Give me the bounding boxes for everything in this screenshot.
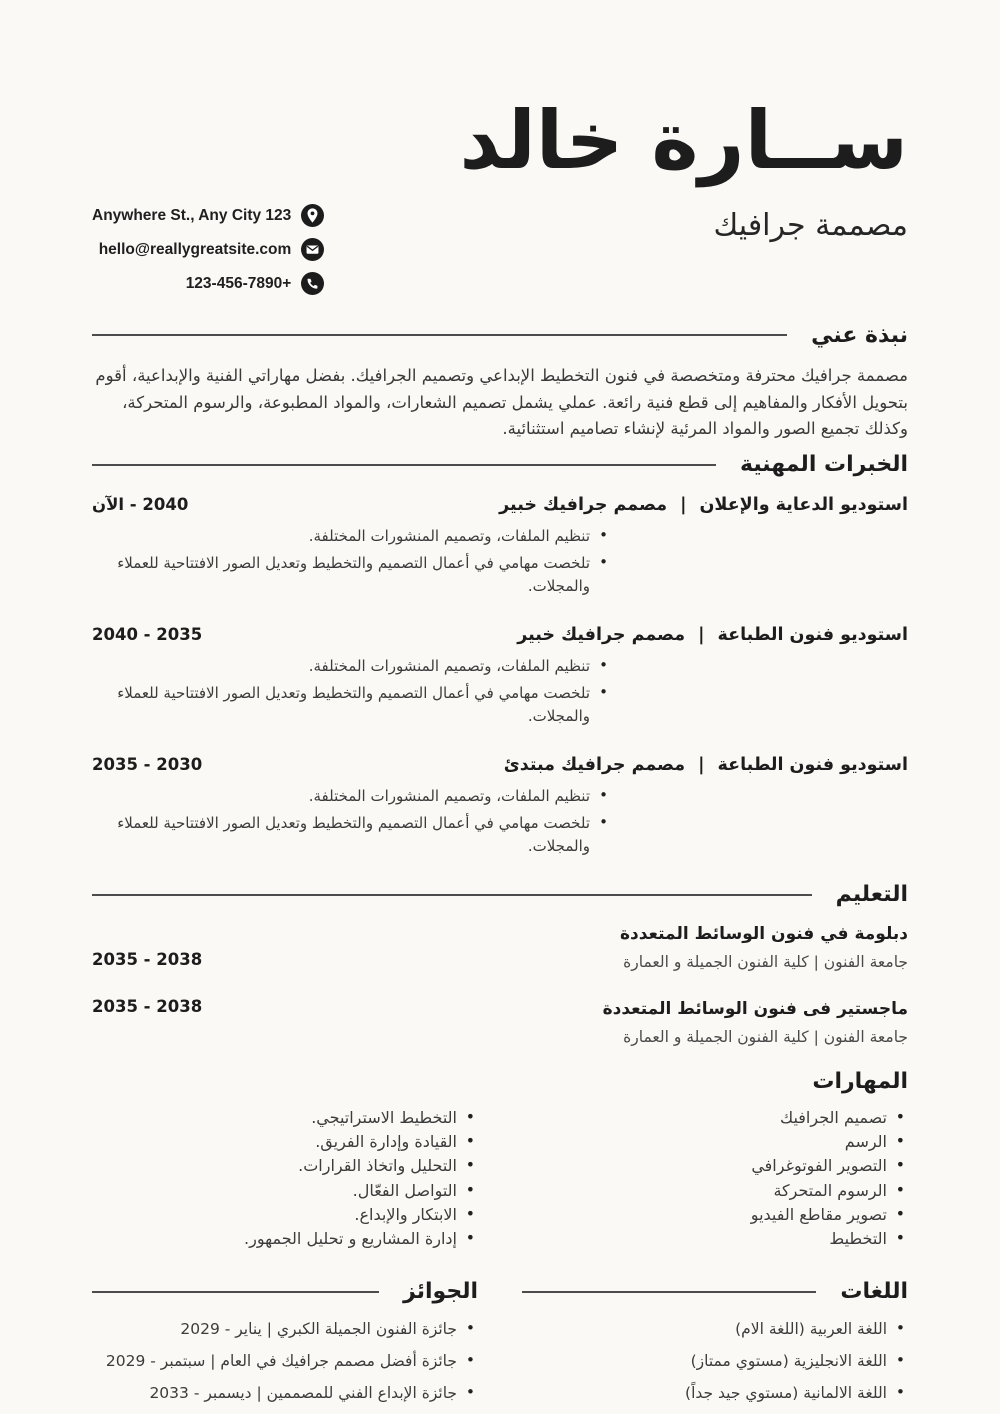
- job-title: [504, 752, 908, 778]
- about-heading-row: [92, 321, 908, 351]
- awards-heading-row: [92, 1277, 478, 1307]
- education-dates: 2038 - 2035: [92, 949, 203, 969]
- skill-item: • الرسوم المتحركة: [522, 1179, 905, 1202]
- job-company: استوديو الدعاية والإعلان: [699, 495, 908, 516]
- person-name: ســارة خالد: [459, 94, 908, 187]
- education-info: [603, 997, 908, 1050]
- education-info: [620, 922, 908, 975]
- job-entry: [92, 492, 908, 598]
- award-item: • جائزة أفضل مصمم جرافيك في العام | سبتمبر - 2029: [92, 1350, 475, 1373]
- awards-list: [92, 1318, 478, 1406]
- job-bullet: • تنظيم الملفات، وتصميم المنشورات المختلفة.: [92, 785, 608, 808]
- award-item: • جائزة الفنون الجميلة الكبري | يناير - 2029: [92, 1318, 475, 1341]
- location-pin-icon: [301, 204, 324, 227]
- skill-item: • التواصل الفعّال.: [92, 1179, 475, 1202]
- education-entry: [92, 997, 908, 1050]
- education-degree: دبلومة في فنون الوسائط المتعددة: [619, 923, 908, 944]
- job-divider: |: [698, 625, 705, 646]
- job-company: استوديو فنون الطباعة: [717, 755, 908, 776]
- contact-address-label: Anywhere St., Any City 123: [92, 206, 292, 224]
- heading-rule: [92, 1291, 379, 1293]
- section-education: [92, 880, 908, 1049]
- languages-heading-row: [522, 1277, 908, 1307]
- job-dates: 2040 - الآن: [92, 495, 189, 515]
- education-dates: 2038 - 2035: [92, 996, 203, 1016]
- job-title: [499, 492, 908, 518]
- contact-address: [92, 204, 324, 227]
- section-experience: [92, 450, 908, 858]
- experience-heading: الخبرات المهنية: [739, 452, 908, 478]
- skill-item: • التصوير الفوتوغرافي: [522, 1154, 905, 1177]
- job-role: مصمم جرافيك خبير: [499, 495, 668, 516]
- skills-secondary-list: [92, 1106, 478, 1251]
- education-entry: [92, 922, 908, 975]
- contact-phone-label: +123-456-7890: [185, 274, 292, 292]
- job-bullet-list: [92, 655, 908, 728]
- job-company: استوديو فنون الطباعة: [717, 625, 908, 646]
- skill-item: • الرسم: [522, 1130, 905, 1153]
- job-bullet-list: [92, 785, 908, 858]
- section-about: [92, 321, 908, 443]
- section-awards: [92, 1277, 478, 1414]
- job-title: [517, 622, 908, 648]
- person-job-title: مصممة جرافيك: [713, 207, 908, 243]
- job-entry: [92, 622, 908, 728]
- contact-phone: [186, 272, 325, 295]
- skill-item: • التحليل واتخاذ القرارات.: [92, 1154, 475, 1177]
- job-header: [92, 622, 908, 648]
- education-school: جامعة الفنون | كلية الفنون الجميلة و العمارة: [623, 1028, 908, 1047]
- heading-rule: [92, 334, 787, 336]
- job-divider: |: [680, 495, 687, 516]
- language-item: • اللغة العربية (اللغة الام): [522, 1318, 905, 1341]
- contact-email: [99, 238, 325, 261]
- languages-list: [522, 1318, 908, 1406]
- education-degree: ماجستير فى فنون الوسائط المتعددة: [602, 998, 908, 1019]
- education-school: جامعة الفنون | كلية الفنون الجميلة و العمارة: [623, 953, 908, 972]
- about-heading: نبذة عني: [811, 322, 908, 348]
- experience-heading-row: [92, 450, 908, 480]
- skills-primary-list: [522, 1106, 908, 1251]
- job-entry: [92, 752, 908, 858]
- skill-item: • القيادة وإدارة الفريق.: [92, 1130, 475, 1153]
- language-item: • اللغة الالمانية (مستوي جيد جداً): [522, 1382, 905, 1405]
- education-heading: التعليم: [835, 882, 908, 908]
- header: [92, 94, 908, 292]
- job-bullet: • تلخصت مهامي في أعمال التصميم والتخطيط وتعديل الصور الافتتاحية للعملاء والمجلات.: [92, 552, 608, 599]
- skills-columns: [92, 1106, 908, 1251]
- skill-item: • تصوير مقاطع الفيديو: [522, 1203, 905, 1226]
- award-item: • جائزة الإبداع الفني للمصممين | ديسمبر - 2033: [92, 1382, 475, 1405]
- section-skills: [92, 1067, 908, 1251]
- job-role: مصمم جرافيك خبير: [517, 625, 686, 646]
- education-heading-row: [92, 880, 908, 910]
- about-text: مصممة جرافيك محترفة ومتخصصة في فنون التخطيط الإبداعي وتصميم الجرافيك. بفضل مهاراتي الفنية والإبداعية، أقوم بتحويل الأفكار والمفاهيم إلى قطع فنية رائعة. عملي يشمل تصميم الشعارات، والمواد المطبوعة، والرسوم المتحركة، وكذلك تجميع الصور والمواد المرئية لإنشاء تصاميم استثنائية.: [95, 366, 908, 439]
- job-role: مصمم جرافيك مبتدئ: [503, 755, 686, 776]
- job-bullet: • تلخصت مهامي في أعمال التصميم والتخطيط وتعديل الصور الافتتاحية للعملاء والمجلات.: [92, 812, 608, 859]
- job-bullet: • تنظيم الملفات، وتصميم المنشورات المختلفة.: [92, 525, 608, 548]
- job-dates: 2030 - 2035: [92, 755, 203, 775]
- job-dates: 2035 - 2040: [92, 625, 203, 645]
- contact-block: [92, 204, 324, 295]
- job-bullet-list: [92, 525, 908, 598]
- skill-item: • التخطيط: [522, 1227, 905, 1250]
- heading-rule: [522, 1291, 816, 1293]
- envelope-icon: [301, 238, 324, 261]
- job-header: [92, 492, 908, 518]
- language-item: • اللغة الانجليزية (مستوي ممتاز): [522, 1350, 905, 1373]
- job-bullet: • تلخصت مهامي في أعمال التصميم والتخطيط وتعديل الصور الافتتاحية للعملاء والمجلات.: [92, 682, 608, 729]
- skill-item: • إدارة المشاريع و تحليل الجمهور.: [92, 1227, 475, 1250]
- bottom-columns: [92, 1277, 908, 1414]
- heading-rule: [92, 894, 812, 896]
- heading-rule: [92, 464, 716, 466]
- job-divider: |: [698, 755, 705, 776]
- job-bullet: • تنظيم الملفات، وتصميم المنشورات المختلفة.: [92, 655, 608, 678]
- skills-heading-row: [92, 1067, 908, 1097]
- awards-heading: الجوائز: [403, 1279, 478, 1305]
- phone-icon: [301, 272, 324, 295]
- skill-item: • الابتكار والإبداع.: [92, 1203, 475, 1226]
- skill-item: • تصميم الجرافيك: [522, 1106, 905, 1129]
- skill-item: • التخطيط الاستراتيجي.: [92, 1106, 475, 1129]
- skills-heading: المهارات: [812, 1069, 908, 1095]
- languages-heading: اللغات: [840, 1279, 908, 1305]
- contact-email-label: hello@reallygreatsite.com: [98, 240, 292, 258]
- section-languages: [522, 1277, 908, 1414]
- job-header: [92, 752, 908, 778]
